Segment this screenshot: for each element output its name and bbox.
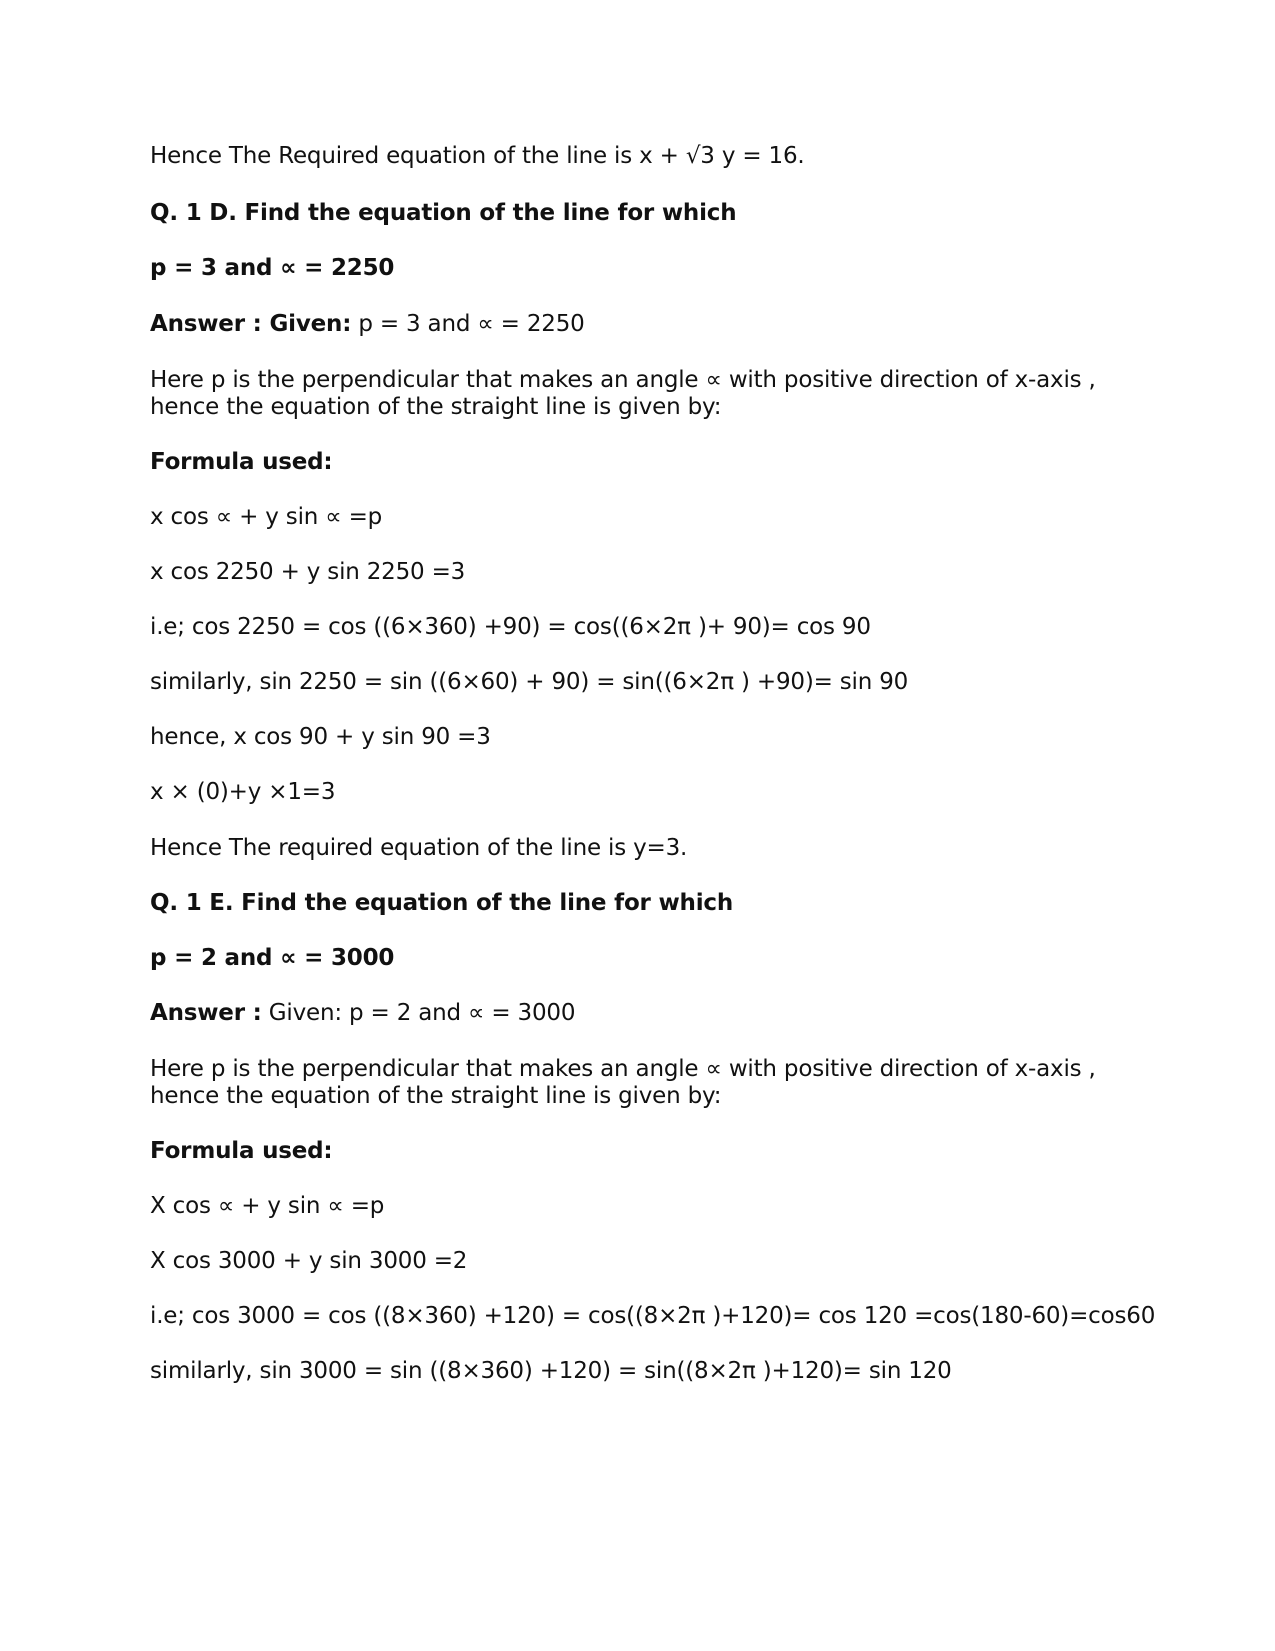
equation-line: i.e; cos 2250 = cos ((6×360) +90) = cos((6×2π )+ 90)= cos 90 [150,614,871,640]
equation-line: x cos ∝ + y sin ∝ =p [150,504,383,530]
conclusion-line: Hence The Required equation of the line is x + √3 y = 16. [150,143,805,169]
question-heading: Q. 1 E. Find the equation of the line for which [150,890,734,916]
explanation-line: hence the equation of the straight line is given by: [150,394,722,420]
equation-line: X cos 3000 + y sin 3000 =2 [150,1248,468,1274]
formula-heading: Formula used: [150,1138,333,1164]
conclusion-line: Hence The required equation of the line is y=3. [150,835,688,861]
formula-heading: Formula used: [150,449,333,475]
equation-line: similarly, sin 2250 = sin ((6×60) + 90) = sin((6×2π ) +90)= sin 90 [150,669,909,695]
answer-line [150,999,575,1028]
equation-line: i.e; cos 3000 = cos ((8×360) +120) = cos((8×2π )+120)= cos 120 =cos(180-60)=cos60 [150,1303,1156,1329]
equation-line: hence, x cos 90 + y sin 90 =3 [150,724,491,750]
answer-given: p = 3 and ∝ = 2250 [351,311,585,337]
question-condition: p = 3 and ∝ = 2250 [150,255,395,281]
answer-line [150,310,585,339]
equation-line: similarly, sin 3000 = sin ((8×360) +120) = sin((8×2π )+120)= sin 120 [150,1358,952,1384]
equation-line: X cos ∝ + y sin ∝ =p [150,1193,385,1219]
explanation-line: hence the equation of the straight line is given by: [150,1083,722,1109]
answer-label: Answer : [150,1000,262,1026]
explanation-line: Here p is the perpendicular that makes an angle ∝ with positive direction of x-axis , [150,367,1096,393]
question-condition: p = 2 and ∝ = 3000 [150,945,395,971]
answer-given: Given: p = 2 and ∝ = 3000 [261,1000,576,1026]
question-heading: Q. 1 D. Find the equation of the line for which [150,200,737,226]
equation-line: x × (0)+y ×1=3 [150,779,336,805]
explanation-line: Here p is the perpendicular that makes an angle ∝ with positive direction of x-axis , [150,1056,1096,1082]
answer-label: Answer : Given: [150,311,352,337]
equation-line: x cos 2250 + y sin 2250 =3 [150,559,466,585]
